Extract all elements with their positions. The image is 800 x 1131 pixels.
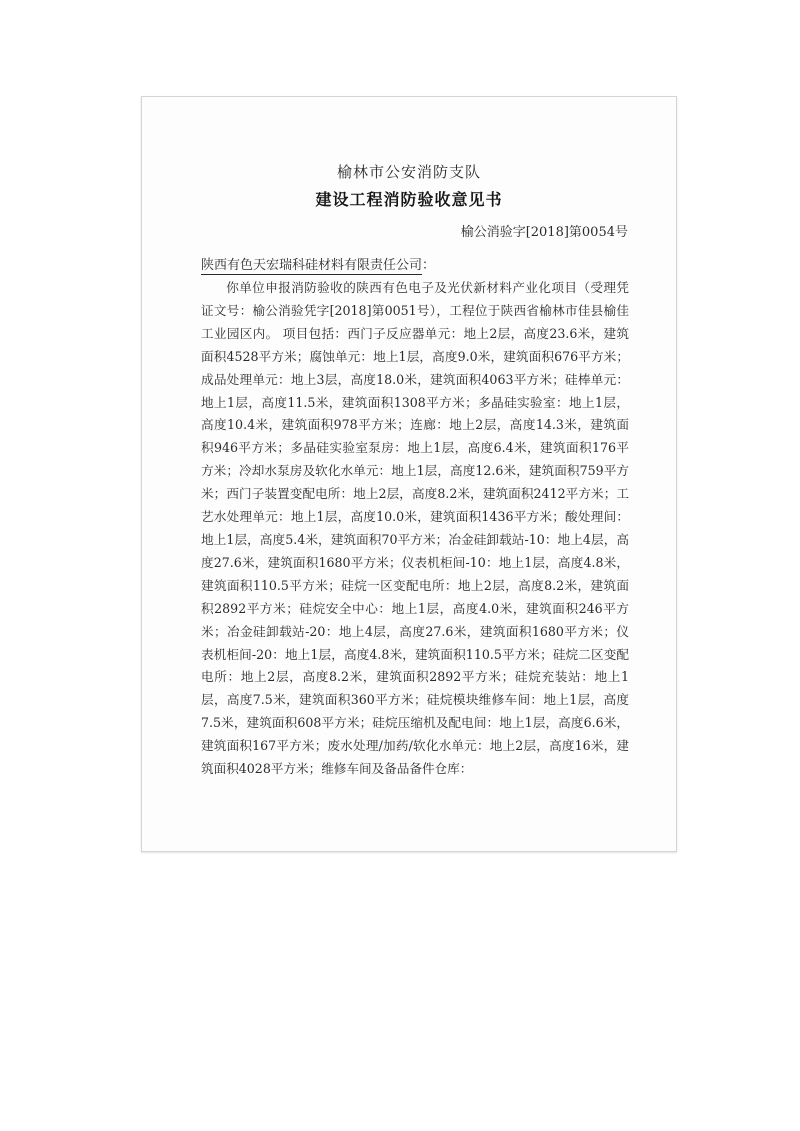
scanned-document-page (141, 96, 677, 852)
recipient-colon: ： (422, 258, 436, 273)
recipient-name: 陕西有色天宏瑞科硅材料有限责任公司 (201, 258, 423, 273)
document-number: 榆公消验字[2018]第0054号 (460, 225, 628, 240)
issuer-heading: 榆林市公安消防支队 (336, 163, 481, 181)
body-paragraph: 你单位申报消防验收的陕西有色电子及光伏新材料产业化项目（受理凭证文号：榆公消验凭字[2018]第0051号），工程位于陕西省榆林市佳县榆佳工业园区内。 项目包括：西门子反应器单元：地上2层，高度23.6米，建筑面积4528平方米；腐蚀单元：地上1层，高度9.0米，建筑面积676平方米；成品处理单元：地上3层，高度18.0米，建筑面积4063平方米；硅棒单元：地上1层，高度11.5米，建筑面积1308平方米；多晶硅实验室：地上1层，高度10.4米，建筑面积978平方米；连廊：地上2层，高度14.3米，建筑面积946平方米；多晶硅实验室泵房：地上1层，高度6.4米，建筑面积176平方米；冷却水泵房及软化水单元：地上1层，高度12.6米，建筑面积759平方米；西门子装置变配电所：地上2层，高度8.2米，建筑面积2412平方米；工艺水处理单元：地上1层，高度10.0米，建筑面积1436平方米；酸处理间：地上1层，高度5.4米，建筑面积70平方米；冶金硅卸载站-10：地上4层，高度27.6米，建筑面积1680平方米；仪表机柜间-10：地上1层，高度4.8米，建筑面积110.5平方米；硅烷一区变配电所：地上2层，高度8.2米，建筑面积2892平方米；硅烷安全中心：地上1层，高度4.0米，建筑面积246平方米；冶金硅卸载站-20：地上4层，高度27.6米，建筑面积1680平方米；仪表机柜间-20：地上1层，高度4.8米，建筑面积110.5平方米；硅烷二区变配电所：地上2层，高度8.2米，建筑面积2892平方米；硅烷充装站：地上1层，高度7.5米，建筑面积360平方米；硅烷模块维修车间：地上1层，高度7.5米，建筑面积608平方米；硅烷压缩机及配电间：地上1层，高度6.6米，建筑面积167平方米；废水处理/加药/软化水单元：地上2层，高度16米，建筑面积4028平方米；维修车间及备品备件仓库： (201, 280, 629, 777)
recipient-line (201, 254, 435, 273)
document-title: 建设工程消防验收意见书 (315, 190, 503, 209)
